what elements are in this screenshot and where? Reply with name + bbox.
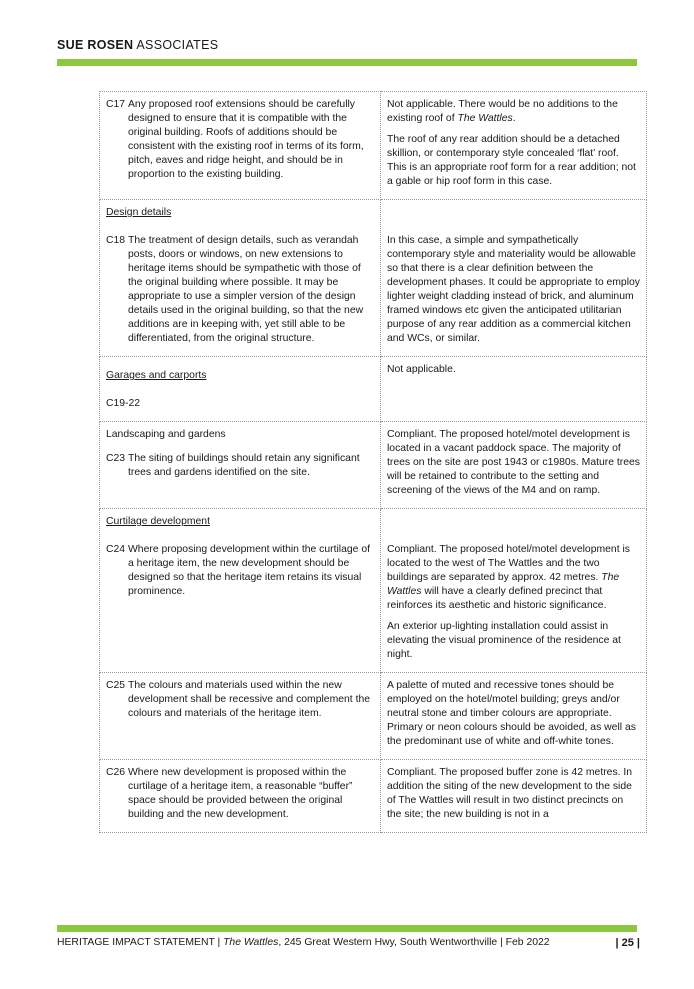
response-text: Compliant. The proposed hotel/motel development is located to the west of The Wattles and the two buildings are separated by approx. 42 metres. [387,544,630,583]
criterion-cell [100,673,381,760]
response-paragraph [387,98,640,126]
response-cell [381,357,647,422]
criterion-text: The treatment of design details, such as verandah posts, doors or windows, on new extensions to heritage items should be sympathetic with those of the original building where possible. It may be appropriate to use a simpler version of the design details used in the original building, so that the new additions are in keeping with, yet still able to be differentiated, from the original structure. [128,235,364,344]
response-paragraph: Compliant. The proposed buffer zone is 42 metres. In addition the siting of the new development to the side of The Wattles will result in two distinct precincts on the site; the new building is not in a [387,767,633,820]
table-row [100,422,647,509]
table-row [100,509,647,673]
table-row [100,200,647,357]
criterion-item [106,234,374,346]
criterion-cell [100,422,381,509]
response-cell [381,422,647,509]
criteria-table [99,91,647,833]
header-accent-bar [57,59,637,66]
criterion-code: C25 [106,680,126,691]
response-text: will have a clearly defined precinct that reinforces its aesthetic and historic significance. [387,586,607,611]
response-paragraph: A palette of muted and recessive tones should be employed on the hotel/motel building; greys and/or neutral stone and timber colours are appropriate. Primary or neon colours should be avoided, as well as the predominant use of white and off-white tones. [387,680,636,747]
footer-prefix: HERITAGE IMPACT STATEMENT | [57,937,224,948]
brand-name-bold: SUE ROSEN [57,38,134,52]
criterion-text: Where proposing development within the curtilage of a heritage item, the new development should be designed so that the heritage item retains its visual prominence. [128,544,371,597]
table-row [100,92,647,200]
table-row [100,673,647,760]
criterion-code: C17 [106,99,126,110]
footer-accent-bar [57,925,637,932]
section-heading: Landscaping and gardens [106,429,226,440]
criterion-cell [100,92,381,200]
response-paragraph: Compliant. The proposed hotel/motel development is located in a vacant paddock space. The majority of trees on the site are post 1943 or c1980s. Mature trees will be retained to contribute to the setting and screening of the views of the M4 and on ramp. [387,429,640,496]
footer-item-name: The Wattles [223,937,279,948]
response-paragraph [387,543,640,613]
criterion-item [106,543,374,599]
criterion-code: C24 [106,544,126,555]
criterion-code: C26 [106,767,126,778]
table-row [100,357,647,422]
section-heading: Curtilage development [106,516,210,527]
criterion-text: Where new development is proposed within the curtilage of a heritage item, a reasonable “buffer” space should be provided between the original building and the new development. [128,767,353,820]
response-paragraph: In this case, a simple and sympathetically contemporary style and materiality would be allowable so that there is a clear definition between the development phases. It could be appropriate to employ lighter weight cladding instead of brick, and aluminum framed windows etc given the anticipated utilitarian purpose of any rear addition as a commercial kitchen and WCs, or similar. [387,235,640,344]
brand-name-rest: ASSOCIATES [136,38,219,52]
criterion-text: Any proposed roof extensions should be carefully designed to ensure that it is compatible with the original building. Roofs of additions should be consistent with the existing roof in terms of its form, pitch, eaves and ridge height, and should be in proportion to the existing building. [128,99,364,180]
criterion-code: C23 [106,453,126,464]
criterion-item [106,98,374,182]
criterion-code: C19-22 [106,398,141,409]
response-paragraph: An exterior up-lighting installation could assist in elevating the visual prominence of the residence at night. [387,621,621,660]
response-cell [381,200,647,357]
criterion-text: The siting of buildings should retain any significant trees and gardens identified on the site. [128,453,360,478]
response-text: Not applicable. There would be no additions to the existing roof of [387,99,618,124]
response-cell [381,673,647,760]
criterion-cell [100,357,381,422]
page-number: | 25 | [615,937,640,949]
response-paragraph: Not applicable. [387,364,456,375]
section-heading: Garages and carports [106,370,207,381]
criterion-cell [100,200,381,357]
response-cell [381,509,647,673]
criterion-code: C18 [106,235,126,246]
response-paragraph: The roof of any rear addition should be a detached skillion, or contemporary style concealed ‘flat’ roof. This is an appropriate roof form for a rear addition; not a gable or hip roof form in this case. [387,134,636,187]
criterion-cell [100,509,381,673]
item-name: The Wattles [387,572,620,597]
criterion-item [106,766,374,822]
response-cell [381,92,647,200]
response-cell [381,760,647,833]
response-text: . [512,113,516,124]
item-name: The Wattles [457,113,513,124]
criterion-cell [100,760,381,833]
table-row [100,760,647,833]
page-footer [57,937,640,948]
footer-suffix: , 245 Great Western Hwy, South Wentworthville | Feb 2022 [278,937,550,948]
criterion-item [106,679,374,721]
criterion-text: The colours and materials used within the new development shall be recessive and complement the colours and materials of the heritage item. [128,680,371,719]
company-logo-text [57,38,218,52]
criterion-item [106,452,374,480]
section-heading: Design details [106,207,172,218]
